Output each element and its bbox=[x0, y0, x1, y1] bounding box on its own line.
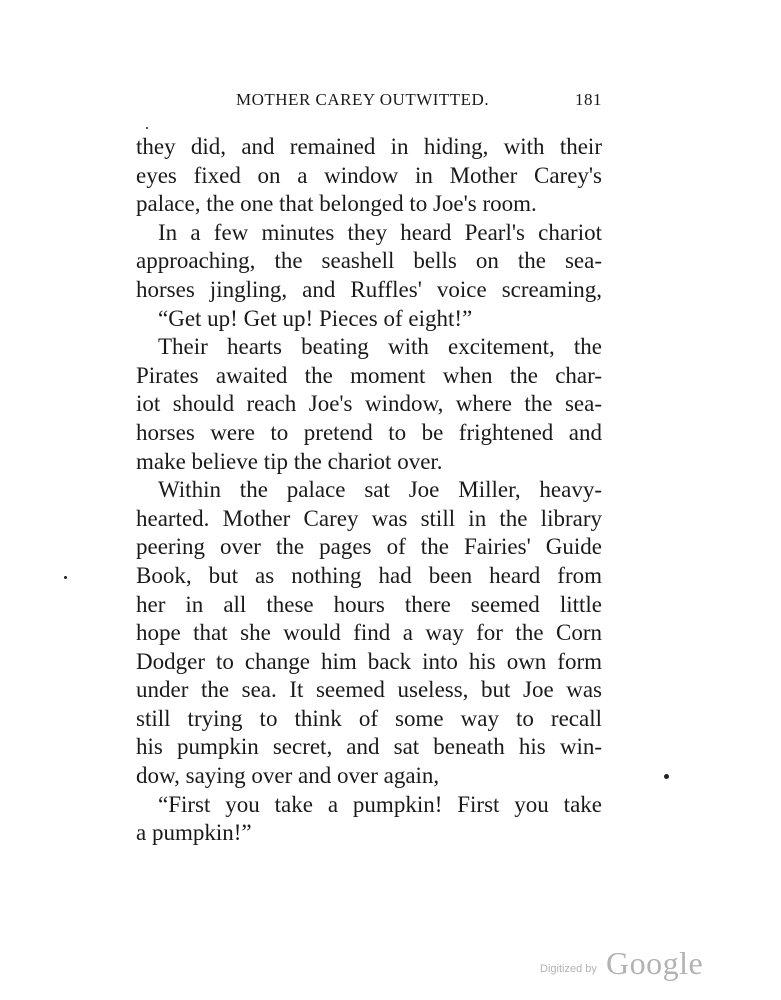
ink-speck bbox=[146, 127, 148, 129]
text-line: hearted. Mother Carey was still in the library bbox=[136, 505, 602, 531]
body-text bbox=[136, 133, 602, 848]
text-line: horses were to pretend to be frightened and bbox=[136, 419, 602, 445]
google-logo: Google bbox=[606, 945, 704, 981]
text-line: Pirates awaited the moment when the char- bbox=[136, 362, 602, 388]
text-line: eyes fixed on a window in Mother Carey's bbox=[136, 162, 602, 188]
running-head bbox=[136, 90, 602, 114]
text-line: a pumpkin!” bbox=[136, 820, 252, 846]
text-line: Their hearts beating with excitement, the bbox=[158, 334, 602, 360]
digitized-by-label: Digitized by bbox=[540, 963, 597, 975]
text-line: “Get up! Get up! Pieces of eight!” bbox=[158, 305, 473, 331]
text-line: iot should reach Joe's window, where the sea- bbox=[136, 391, 602, 417]
text-line: dow, saying over and over again, bbox=[136, 763, 440, 789]
text-line: hope that she would find a way for the Corn bbox=[136, 620, 602, 646]
page-number: 181 bbox=[575, 90, 602, 109]
text-line: “First you take a pumpkin! First you take bbox=[158, 791, 602, 817]
text-line: Within the palace sat Joe Miller, heavy- bbox=[158, 477, 602, 503]
text-line: his pumpkin secret, and sat beneath his win- bbox=[136, 734, 602, 760]
digitized-watermark bbox=[540, 945, 740, 985]
text-line: her in all these hours there seemed little bbox=[136, 591, 602, 617]
text-line: still trying to think of some way to recall bbox=[136, 705, 602, 731]
text-line: make believe tip the chariot over. bbox=[136, 448, 443, 474]
text-line: approaching, the seashell bells on the sea- bbox=[136, 248, 602, 274]
text-line: they did, and remained in hiding, with their bbox=[136, 134, 602, 159]
text-line: palace, the one that belonged to Joe's room. bbox=[136, 191, 537, 217]
ink-speck bbox=[64, 576, 67, 579]
text-line: under the sea. It seemed useless, but Joe was bbox=[136, 677, 602, 703]
text-line: peering over the pages of the Fairies' Guide bbox=[136, 534, 602, 560]
ink-speck bbox=[664, 774, 669, 779]
text-line: Book, but as nothing had been heard from bbox=[136, 562, 602, 588]
text-line: horses jingling, and Ruffles' voice screaming, bbox=[136, 276, 602, 302]
text-line: Dodger to change him back into his own form bbox=[136, 648, 602, 674]
running-title: MOTHER CAREY OUTWITTED. bbox=[236, 90, 490, 109]
text-line: In a few minutes they heard Pearl's chariot bbox=[158, 219, 602, 245]
